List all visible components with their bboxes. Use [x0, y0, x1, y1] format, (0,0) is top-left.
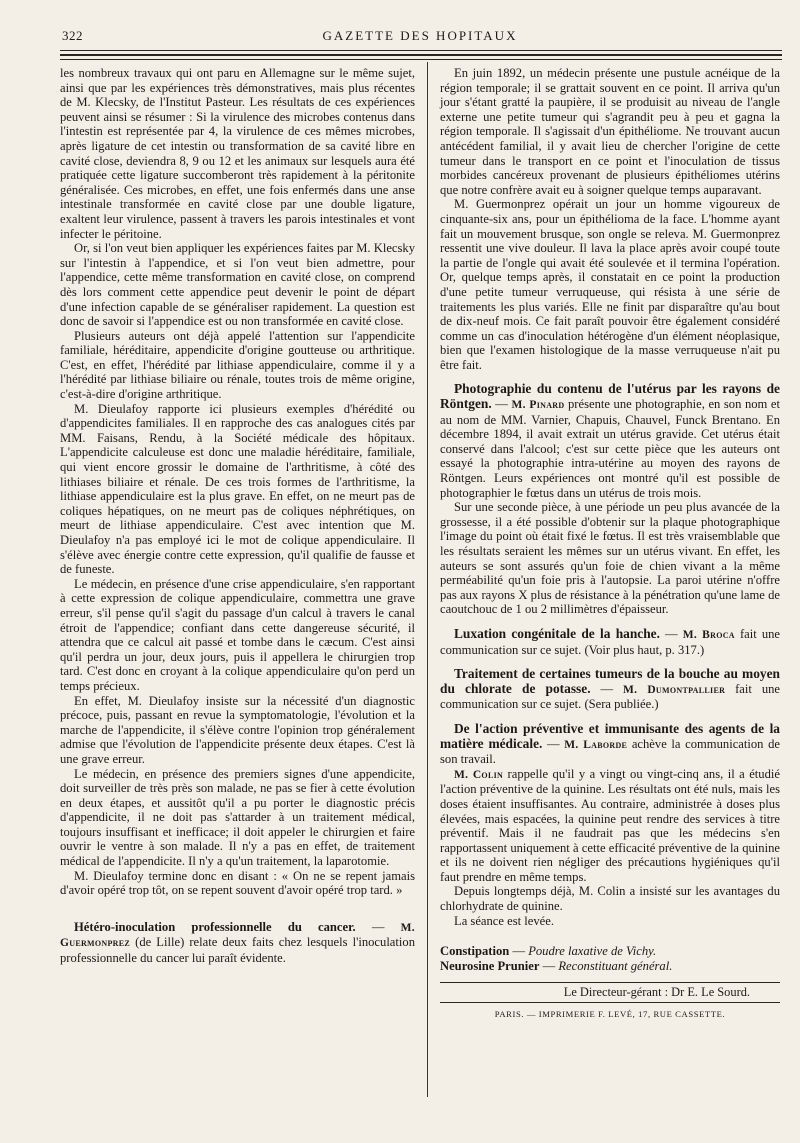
speaker-name: M. Dumontpallier	[623, 683, 726, 696]
section-photographie	[440, 382, 780, 500]
section-heading: De l'action préventive et immunisante des agents de la matière médicale.	[440, 720, 780, 751]
ad-text: Poudre laxative de Vichy.	[528, 944, 657, 959]
paragraph: M. Dieulafoy rapporte ici plusieurs exemples d'hérédité ou d'appendicites familiales. Il en rapproche des cas analogues cités par MM. Faisans, Rendu, à la Société médicale des hôpitaux. L'appendicite calculeuse est donc une maladie héréditaire, familiale, qui vient encore grossir le domaine de l'arthritisme, à côté des lithiases biliaire et rénale. De ces trois formes de l'arthritisme, la lithiase appendiculaire est la plus grave. En effet, on ne meurt pas de coliques hépatiques, on ne meurt pas de coliques néphrétiques, on meurt de lithiase appendiculaire. C'est avec intention que M. Dieulafoy n'a pas employé ici le mot de colique appendiculaire. Il s'élève avec énergie contre cette expression, qu'il qualifie de fausse et de funeste.	[60, 401, 415, 577]
column-separator	[427, 62, 428, 1097]
footer-rule	[440, 1002, 780, 1003]
right-column	[440, 66, 780, 1021]
header-rule-lower	[60, 59, 782, 60]
page-header	[60, 28, 780, 50]
speaker-name: M. Colin	[454, 768, 504, 781]
header-rule-thick	[60, 54, 782, 56]
paragraph: En effet, M. Dieulafoy insiste sur la nécessité d'un diagnostic précoce, puis, passant en revue la symptomatologie, l'évolution et la marche de l'appendicite, il s'élève contre l'opinion trop généralement admise que l'évolution de l'appendicite présente deux étapes. C'est là une grave erreur.	[60, 693, 415, 766]
page-number: 322	[62, 28, 83, 43]
section-heading: Hétéro-inoculation professionnelle du cancer.	[74, 919, 356, 934]
left-column	[60, 66, 415, 966]
director-signature: Le Directeur-gérant : Dr E. Le Sourd.	[563, 985, 750, 1000]
dash: —	[539, 959, 559, 974]
footer-rule	[440, 982, 780, 983]
publication-title: GAZETTE DES HOPITAUX	[322, 28, 518, 43]
paragraph: Or, si l'on veut bien appliquer les expériences faites par M. Klecsky sur l'intestin à l'appendice, et si l'on veut bien admettre, pour l'appendice, cette même transformation en cavité close, on comprend dès lors comment cette appendice peut devenir le point de départ d'une infection capable de se généraliser rapidement. La question est donc de savoir si l'appendice est ou non transformée en cavité close.	[60, 241, 415, 329]
speaker-name: M. Broca	[682, 628, 735, 641]
paragraph-text: présente une photographie, en son nom et au nom de MM. Varnier, Chapuis, Chauvel, Funck Brentano. En décembre 1894, il avait extrait un utérus gravide. Cet utérus était conservé dans l'alcool; c'est sur cette pièce que les auteurs ont essayé la photographie intra-utérine au moyen des rayons de Röntgen. Leurs expériences ont montré qu'il est possible de photographier le fœtus dans un utérus de trois mois.	[440, 397, 781, 500]
paragraph-text: (de Lille) relate deux faits chez lesquels l'inoculation professionnelle du cancer lui paraît évidente.	[60, 935, 415, 966]
advertisements	[440, 944, 780, 974]
dash: —	[491, 397, 512, 412]
section-heading: Traitement de certaines tumeurs de la bouche au moyen du chlorate de potasse.	[440, 666, 780, 696]
section-traitement	[440, 667, 780, 712]
paragraph-text: rappelle qu'il y a vingt ou vingt-cinq ans, il a étudié l'action préventive de la quinine. Les résultats ont été nuls, mais les doses étaient insuffisantes. Au contraire, administrée à doses plus élevées, mais espacées, la quinine peut rendre des services à titre préventif. Mais il ne faudrait pas que les médecins s'en rapportassent uniquement à cette efficacité préventive de la quinine et ils ne doivent rien négliger des précautions hygiéniques qu'il faut prendre en même temps.	[440, 766, 780, 884]
header-rule	[60, 50, 782, 51]
paragraph-text: fait une communication sur ce sujet. (Voir plus haut, p. 317.)	[440, 626, 781, 657]
ad-label: Constipation	[440, 944, 510, 959]
paragraph: Plusieurs auteurs ont déjà appelé l'attention sur l'appendicite familiale, héréditaire, appendicite d'origine goutteuse ou arthritique. C'est, en effet, l'hérédité par lithiase appendiculaire, comme il y a l'hérédité par lithiase biliaire ou rénale, toutes trois de même origine, c'est-à-dire d'origine arthritique.	[60, 328, 415, 402]
section-hetero-inoculation	[60, 920, 415, 966]
dash: —	[509, 944, 529, 959]
ad-label: Neurosine Prunier	[440, 959, 540, 974]
dash: —	[542, 736, 565, 751]
paragraph-text: achève la communication de son travail.	[440, 736, 780, 767]
speaker-name: M. Laborde	[564, 738, 628, 751]
paragraph: La séance est levée.	[454, 913, 554, 928]
dash: —	[355, 919, 401, 934]
paragraph: M. Guermonprez opérait un jour un homme vigoureux de cinquante-six ans, pour un épithélioma de la face. L'homme ayant fait un mouvement brusque, son ongle se releva. M. Guermonprez ressentit une vive douleur. Il lava la place après avoir coupé toute la partie de l'ongle qui avait été soulevée et il termina l'opération. Or, quelque temps après, il constatait en ce point la production d'une petite tumeur verruqueuse, qui résista à une série de traitements les plus variés. Elle ne finit par disparaître qu'au bout de dix-neuf mois. Ce fait paraît pouvoir être également considéré comme un cas d'inoculation hétérogène d'un élément néoplasique, bien que l'examen histologique de la masse verruqueuse n'ait pu être fait.	[440, 197, 780, 372]
ad-text: Reconstituant général.	[558, 959, 673, 974]
section-luxation	[440, 627, 780, 657]
ad-constipation	[440, 944, 780, 959]
paragraph-text: fait une communication sur ce sujet. (Sera publiée.)	[440, 681, 781, 712]
paragraph: Sur une seconde pièce, à une période un peu plus avancée de la grossesse, il a été possible d'obtenir sur la plaque photographique l'image du point où était fixé le fœtus. Il est très vraisemblable que les résultats seraient les mêmes sur un utérus vivant. En effet, les auteurs se sont assurés qu'un foie de chien vivant a la même perméabilité qu'un foie pris à l'autopsie. La paroi utérine n'offre pas aux rayons X plus de résistance à la pénétration qu'une lame de caoutchouc de 1 ou 2 millimètres d'épaisseur.	[440, 500, 780, 617]
section-heading: Luxation congénitale de la hanche.	[454, 625, 660, 641]
paragraph: Le médecin, en présence d'une crise appendiculaire, s'en rapportant à cette expression de colique appendiculaire, commettra une grave erreur, s'il pense qu'il s'agit du passage d'un calcul à travers le canal étroit de l'appendice; confiant dans cette dangereuse sécurité, il attendra que ce calcul ait passé et tombe dans le cæcum. C'est ainsi qu'il perdra un jour, deux jours, puis il appellera le chirurgien trop tard. C'est donc en croyant à la colique appendiculaire qu'on perd un temps précieux.	[60, 576, 415, 693]
printer-imprint: PARIS. — IMPRIMERIE F. LEVÉ, 17, RUE CASSETTE.	[494, 1008, 726, 1019]
section-heading: Photographie du contenu de l'utérus par les rayons de Röntgen.	[440, 381, 780, 412]
paragraph: Le médecin, en présence des premiers signes d'une appendicite, doit surveiller de très près son malade, ne pas se fier à cette évolution en deux étapes, et aussitôt qu'il a pu porter le diagnostic précis d'appendicite, il ne doit pas s'attarder à un traitement médical, toujours insuffisant et inefficace; il doit appeler le chirurgien et faire ouvrir le ventre à son malade. Il n'y a pas en effet, de traitement médical de l'appendicite. Il n'y a qu'un traitement, la laparotomie.	[60, 766, 415, 869]
paragraph: En juin 1892, un médecin présente une pustule acnéique de la région temporale; il se grattait souvent en ce point. Il arriva qu'un jour s'étant gratté la paupière, il se produisit au niveau de l'angle externe une petite tumeur qui s'agrandit peu à peu et gagna la région temporale. Il s'agissait d'un épithéliome. Ne trouvant aucun antécédent familial, il y avait lieu de chercher l'origine de cette tumeur dans le transport en ce point et l'inoculation de tissus morbides cancéreux provenant de plusieurs épithéliomes utérins que notre confrère avait eu à soigner quelque temps auparavant.	[440, 66, 780, 197]
dash: —	[590, 681, 624, 696]
speaker-name: M. Guermonprez	[60, 921, 415, 950]
speaker-name: M. Pinard	[511, 399, 565, 412]
paragraph: les nombreux travaux qui ont paru en Allemagne sur le même sujet, ainsi que par les expériences très démonstratives, mais plus récentes de M. Klecsky, de l'Institut Pasteur. Les résultats de ces expériences peuvent ainsi se résumer : Si la virulence des microbes contenus dans l'intestin est représentée par 4, la virulence de ces mêmes microbes, après ligature de cet intestin ou transformation de sa cavité libre en cavité close, deviendra 8, 9 ou 12 et les animaux sur lesquels aura été pratiquée cette ligature succomberont très rapidement à la péritonite généralisée. Ces microbes, en effet, une fois enfermés dans une anse intestinale transformée en cavité close par une double ligature, exaltent leur virulence, passent à travers les parois intestinales et vont infecter le péritoine.	[60, 66, 415, 241]
paragraph: Depuis longtemps déjà, M. Colin a insisté sur les avantages du chlorhydrate de quinine.	[440, 884, 780, 914]
dash: —	[659, 626, 683, 641]
ad-neurosine	[440, 959, 780, 974]
paragraph	[440, 767, 780, 885]
section-action-preventive	[440, 722, 780, 767]
paragraph: M. Dieulafoy termine donc en disant : « On ne se repent jamais d'avoir opéré trop tôt, on se repent souvent d'avoir opéré trop tard. »	[60, 868, 415, 898]
